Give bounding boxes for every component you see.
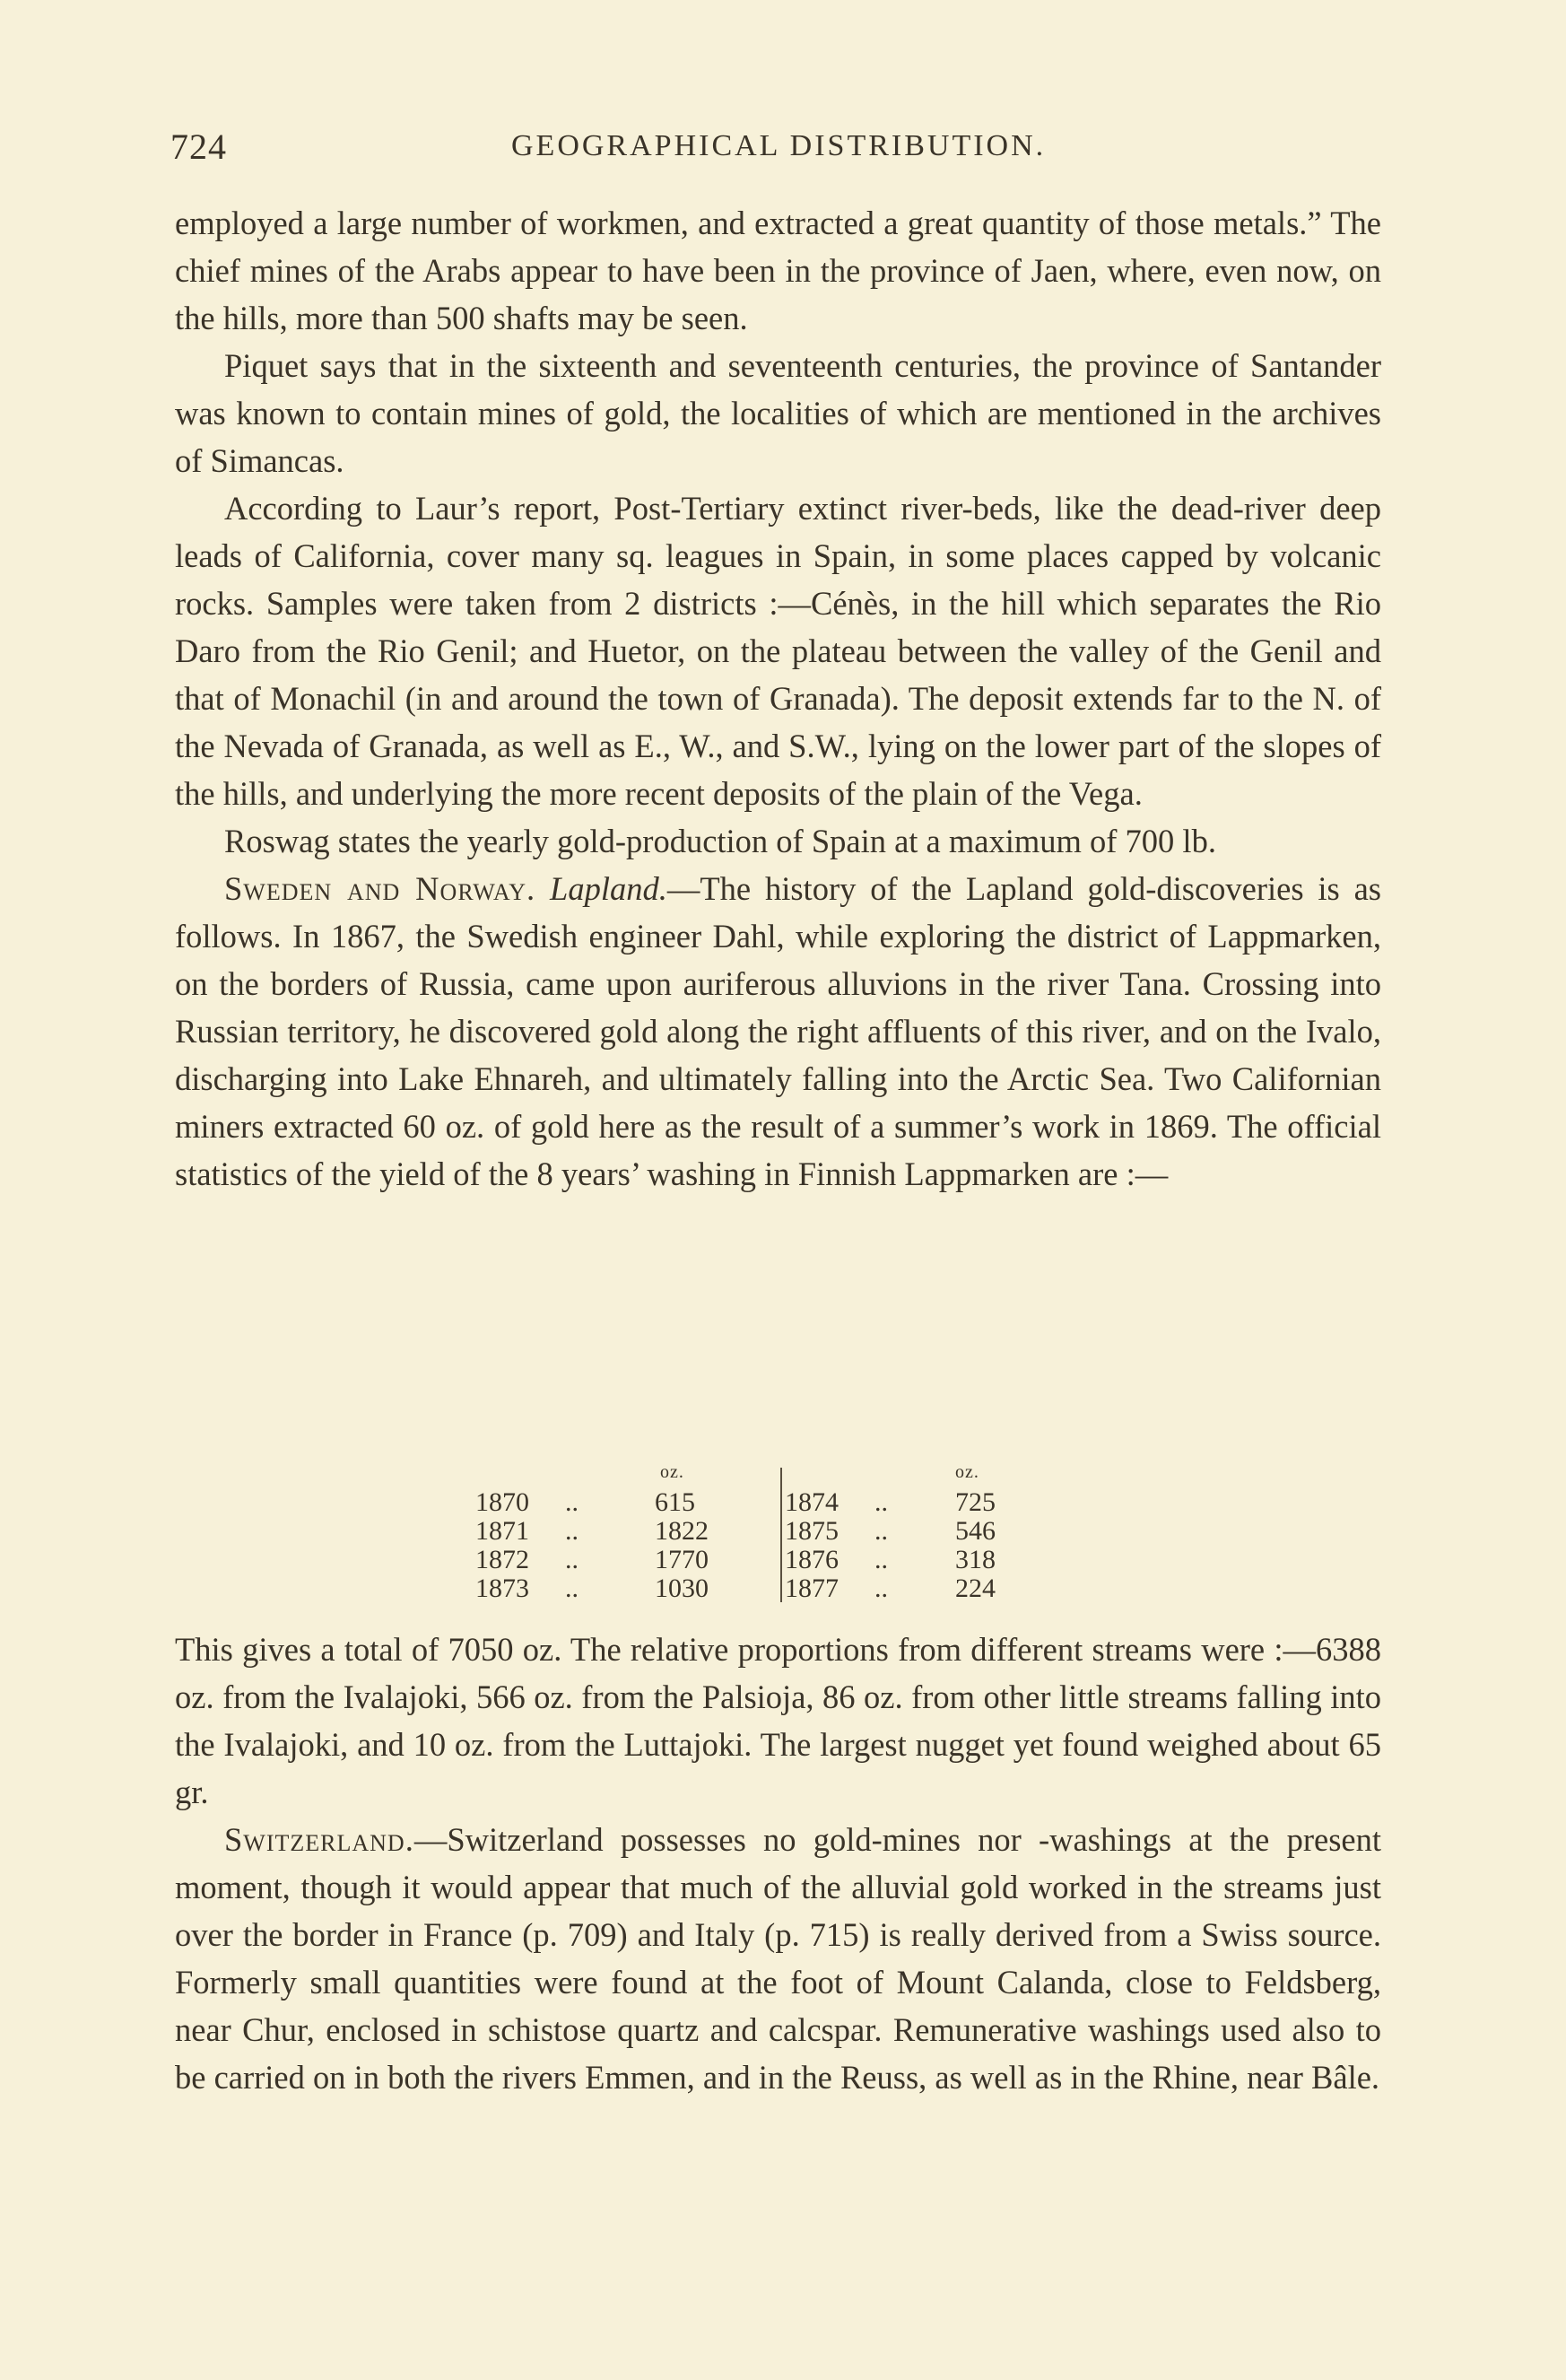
switzerland-body: —Switzerland possesses no gold-mines nor -washings at the present moment, though it would appear that much of the alluvial gold worked in the streams just over the border in France (p. 709) and Italy (p. 715) is really derived from a Swiss source. Formerly small quantities were found at the foot of Mount Calanda, close to Feldsberg, near Chur, enclosed in schistose quartz and calcspar. Remunerative washings used also to be carried on in both the rivers Emmen, and in the Reuss, as well as in the Rhine, near Bâle.: [175, 1821, 1381, 2096]
oz-cell: 1030: [655, 1574, 709, 1603]
paragraph-piquet: Piquet says that in the sixteenth and seventeenth centuries, the province of Santander was known to contain mines of gold, the localities of which are mentioned in the archives of Simancas.: [175, 347, 1381, 479]
year-cell: 1873: [475, 1574, 529, 1603]
paragraph-switzerland: [175, 1816, 1381, 2101]
subheading-lapland: Lapland.: [550, 870, 667, 907]
yield-table-left-column: [475, 1462, 744, 1606]
table-row: [785, 1487, 1054, 1516]
unit-label: oz.: [955, 1462, 979, 1482]
paragraph-laur-report: According to Laur’s report, Post-Tertiary extinct river-beds, like the dead-river deep leads of California, cover many sq. leagues in Spain, in some places capped by volcanic rocks. Samples were taken from 2 districts :—Cénès, in the hill which separates the Rio Daro from the Rio Genil; and Huetor, on the plateau between the valley of the Genil and that of Monachil (in and around the town of Granada). The deposit extends far to the N. of the Nevada of Granada, as well as E., W., and S.W., lying on the lower part of the slopes of the hills, and underlying the more recent deposits of the plain of the Vega.: [175, 490, 1381, 812]
running-head: GEOGRAPHICAL DISTRIBUTION.: [511, 129, 1047, 162]
year-cell: 1870: [475, 1487, 529, 1517]
page-number: 724: [170, 126, 227, 167]
year-cell: 1871: [475, 1516, 529, 1546]
section-heading-sweden-norway: Sweden and Norway.: [224, 870, 536, 907]
yield-table: [475, 1462, 1049, 1606]
year-cell: 1875: [785, 1516, 839, 1546]
year-cell: 1876: [785, 1545, 839, 1574]
table-row: [785, 1545, 1054, 1574]
lower-text: [175, 1626, 1381, 2101]
leader-dots: ..: [874, 1545, 888, 1574]
paragraph-total: This gives a total of 7050 oz. The relative proportions from different streams were :—6388 oz. from the Ivalajoki, 566 oz. from the Palsioja, 86 oz. from other little streams falling into the Ivalajoki, and 10 oz. from the Luttajoki. The largest nugget yet found weighed about 65 gr.: [175, 1631, 1381, 1810]
table-row: [475, 1574, 744, 1602]
leader-dots: ..: [565, 1545, 579, 1574]
page-header: [170, 126, 1408, 179]
table-row: [785, 1574, 1054, 1602]
paragraph-roswag: Roswag states the yearly gold-production of Spain at a maximum of 700 lb.: [224, 823, 1216, 859]
year-cell: 1877: [785, 1574, 839, 1603]
year-cell: 1872: [475, 1545, 529, 1574]
table-row: [475, 1487, 744, 1516]
oz-cell: 546: [955, 1516, 996, 1546]
leader-dots: ..: [874, 1574, 888, 1603]
table-divider: [780, 1468, 782, 1602]
leader-dots: ..: [565, 1516, 579, 1546]
oz-cell: 725: [955, 1487, 996, 1517]
upper-text: [175, 199, 1381, 1198]
leader-dots: ..: [565, 1487, 579, 1517]
leader-dots: ..: [874, 1516, 888, 1546]
section-heading-switzerland: Switzerland.: [224, 1821, 414, 1858]
leader-dots: ..: [565, 1574, 579, 1603]
yield-table-right-column: [785, 1462, 1054, 1606]
oz-cell: 224: [955, 1574, 996, 1603]
table-row: [475, 1516, 744, 1545]
oz-cell: 318: [955, 1545, 996, 1574]
leader-dots: ..: [874, 1487, 888, 1517]
paragraph-lapland: [175, 865, 1381, 1198]
table-row: [475, 1545, 744, 1574]
table-row: [785, 1516, 1054, 1545]
lapland-body: —The history of the Lapland gold-discoveries is as follows. In 1867, the Swedish engineer Dahl, while exploring the district of Lappmarken, on the borders of Russia, came upon auriferous alluvions in the river Tana. Crossing into Russian territory, he discovered gold along the right affluents of this river, and on the Ivalo, discharging into Lake Ehnareh, and ultimately falling into the Arctic Sea. Two Californian miners extracted 60 oz. of gold here as the result of a summer’s work in 1869. The official statistics of the yield of the 8 years’ washing in Finnish Lappmarken are :—: [175, 870, 1382, 1192]
oz-cell: 615: [655, 1487, 695, 1517]
paragraph-arab-mines: employed a large number of workmen, and extracted a great quantity of those metals.” The chief mines of the Arabs appear to have been in the province of Jaen, where, even now, on the hills, more than 500 shafts may be seen.: [175, 205, 1381, 336]
oz-cell: 1770: [655, 1545, 709, 1574]
year-cell: 1874: [785, 1487, 839, 1517]
oz-cell: 1822: [655, 1516, 709, 1546]
unit-label: oz.: [660, 1462, 684, 1482]
